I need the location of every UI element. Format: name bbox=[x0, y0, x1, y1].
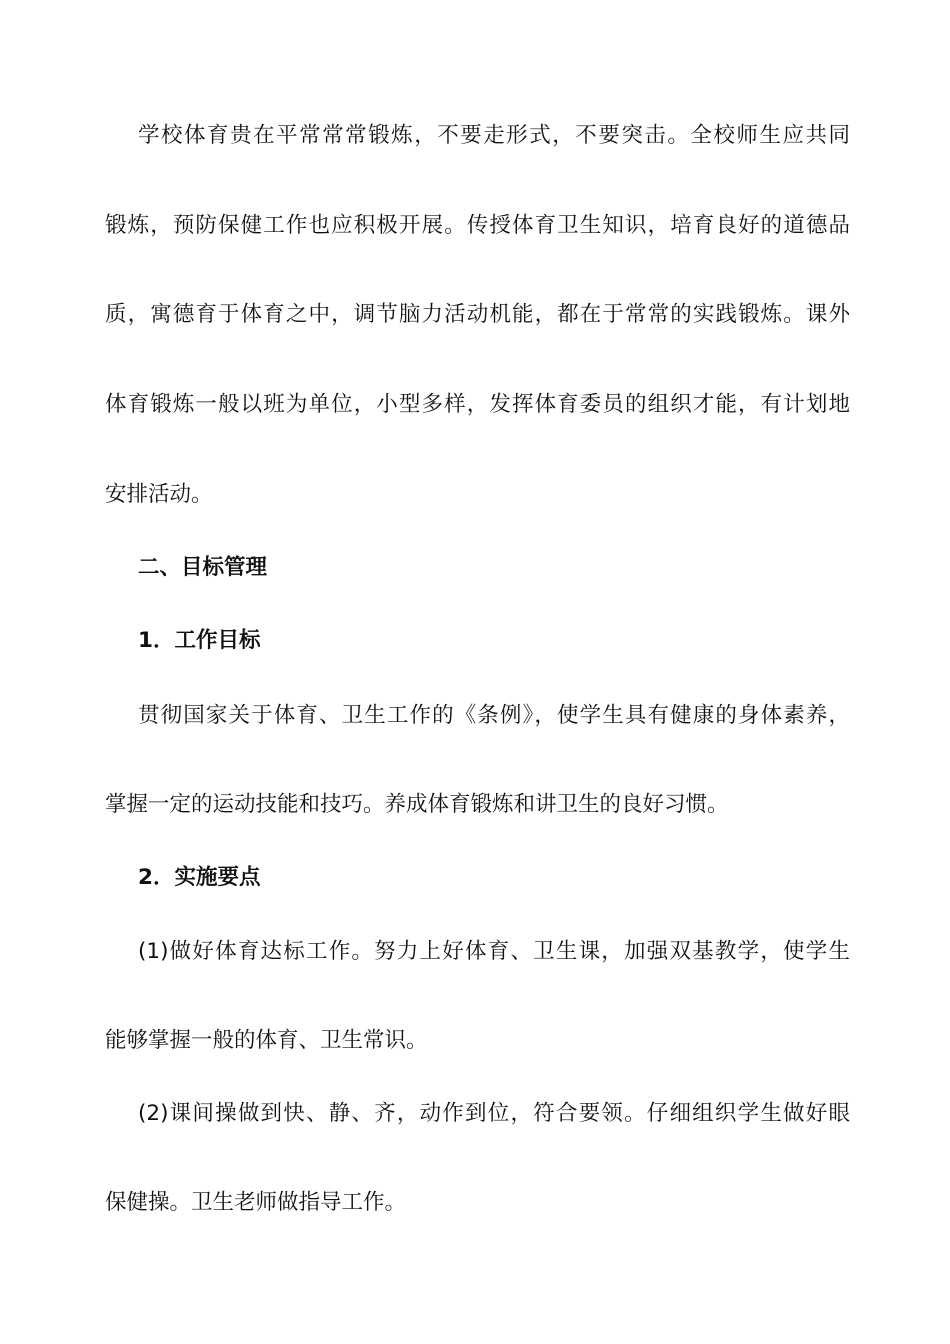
paragraph-3-line-2: 能够掌握一般的体育、卫生常识。 bbox=[105, 1028, 428, 1053]
paragraph-1-line-3: 质，寓德育于体育之中，调节脑力活动机能，都在于常常的实践锻炼。课外 bbox=[105, 302, 850, 327]
subheading-implementation-points: 2．实施要点 bbox=[138, 865, 261, 890]
paragraph-2-line-2: 掌握一定的运动技能和技巧。养成体育锻炼和讲卫生的良好习惯。 bbox=[105, 792, 729, 817]
section-heading-target-management: 二、目标管理 bbox=[138, 555, 268, 580]
paragraph-4-line-2: 保健操。卫生老师做指导工作。 bbox=[105, 1190, 407, 1215]
subheading-work-goal: 1．工作目标 bbox=[138, 628, 261, 653]
paragraph-2-line-1: 贯彻国家关于体育、卫生工作的《条例》，使学生具有健康的身体素养， bbox=[138, 703, 850, 728]
paragraph-4-line-1: (2)课间操做到快、静、齐，动作到位，符合要领。仔细组织学生做好眼 bbox=[138, 1101, 850, 1126]
paragraph-3-line-1: (1)做好体育达标工作。努力上好体育、卫生课，加强双基教学，使学生 bbox=[138, 939, 850, 964]
paragraph-1-line-5: 安排活动。 bbox=[105, 482, 213, 507]
paragraph-1-line-4: 体育锻炼一般以班为单位，小型多样，发挥体育委员的组织才能，有计划地 bbox=[105, 392, 850, 417]
paragraph-1-line-2: 锻炼，预防保健工作也应积极开展。传授体育卫生知识，培育良好的道德品 bbox=[105, 213, 850, 238]
paragraph-1-line-1: 学校体育贵在平常常常锻炼，不要走形式，不要突击。全校师生应共同 bbox=[138, 123, 850, 148]
